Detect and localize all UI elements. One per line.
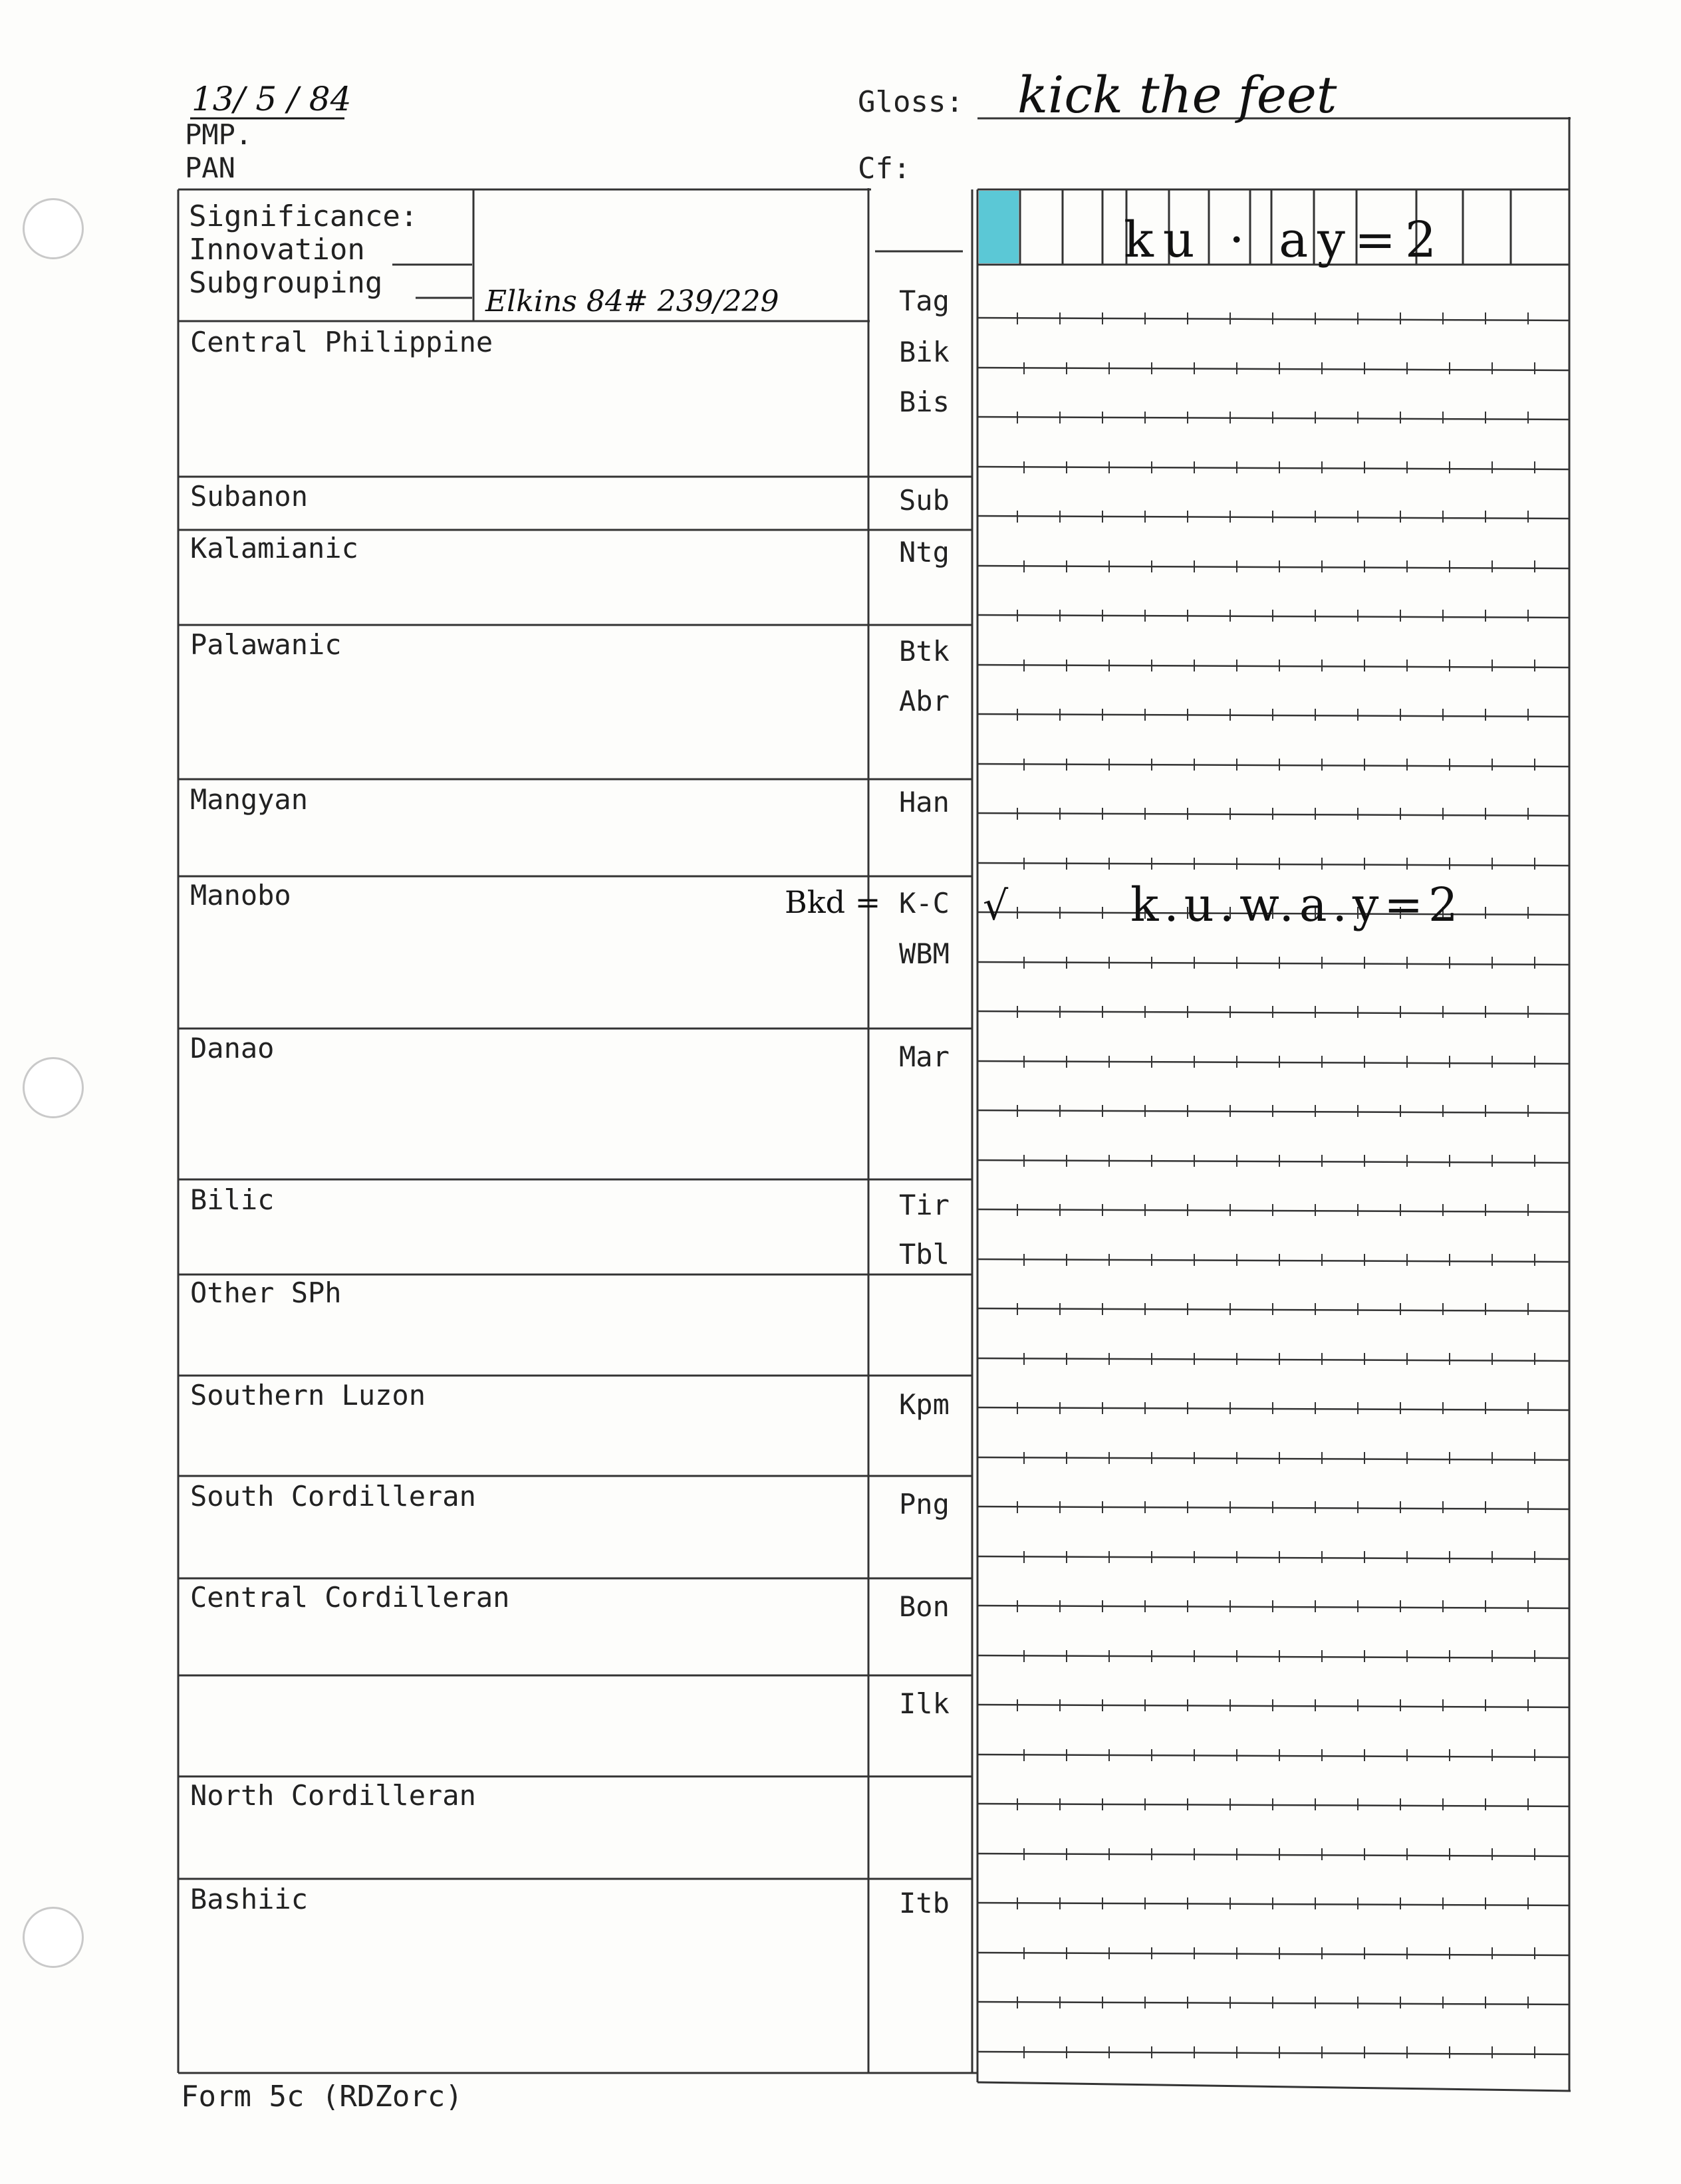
group-name: Kalamianic: [190, 532, 358, 564]
language-code: Han: [899, 786, 950, 818]
language-code: Tbl: [899, 1238, 950, 1271]
group-name: Bilic: [190, 1183, 275, 1216]
language-code: Sub: [899, 484, 950, 517]
highlight-cell: [979, 191, 1019, 263]
innovation-label: Innovation: [189, 233, 365, 267]
gloss-label: Gloss:: [858, 85, 964, 119]
gloss-value: kick the feet: [1017, 65, 1337, 124]
language-code: WBM: [899, 937, 950, 970]
group-name: Central Philippine: [190, 326, 493, 358]
pan-label: PAN: [185, 152, 235, 184]
significance-label: Significance:: [189, 199, 418, 233]
source-note: Elkins 84# 239/229: [485, 285, 779, 318]
language-code: Kpm: [899, 1388, 950, 1421]
manobo-note: Bkd =: [785, 884, 881, 920]
group-name: Danao: [190, 1032, 275, 1064]
kc-form: k.u.w.a.y=2: [1130, 878, 1464, 932]
language-code: Btk: [899, 635, 950, 667]
date-field: 13/ 5 / 84: [192, 80, 352, 118]
group-name: Mangyan: [190, 783, 309, 816]
group-name: Southern Luzon: [190, 1379, 426, 1411]
subgrouping-label: Subgrouping: [189, 266, 383, 300]
language-code: Bon: [899, 1590, 950, 1623]
language-code: Ilk: [899, 1687, 950, 1720]
group-name: Manobo: [190, 879, 291, 911]
group-name: Other SPh: [190, 1276, 342, 1309]
pmp-label: PMP.: [185, 118, 253, 151]
language-code: Ntg: [899, 536, 950, 568]
group-name: Palawanic: [190, 628, 342, 661]
group-name: South Cordilleran: [190, 1480, 476, 1513]
language-code: K-C: [899, 887, 950, 919]
reconstruction-form: ku · ay=2: [1124, 211, 1446, 269]
language-code: Abr: [899, 685, 950, 717]
language-code: Bis: [899, 386, 950, 418]
form-label: Form 5c (RDZorc): [181, 2080, 463, 2114]
language-code: Tir: [899, 1189, 950, 1221]
group-name: North Cordilleran: [190, 1779, 476, 1812]
cf-label: Cf:: [858, 152, 911, 185]
group-name: Subanon: [190, 480, 309, 513]
check-mark: √: [983, 883, 1009, 929]
language-code: Png: [899, 1488, 950, 1520]
language-code: Mar: [899, 1040, 950, 1073]
language-code: Bik: [899, 336, 950, 368]
group-name: Bashiic: [190, 1883, 309, 1915]
language-code: Tag: [899, 285, 950, 317]
language-code: Itb: [899, 1887, 950, 1919]
group-name: Central Cordilleran: [190, 1581, 510, 1614]
